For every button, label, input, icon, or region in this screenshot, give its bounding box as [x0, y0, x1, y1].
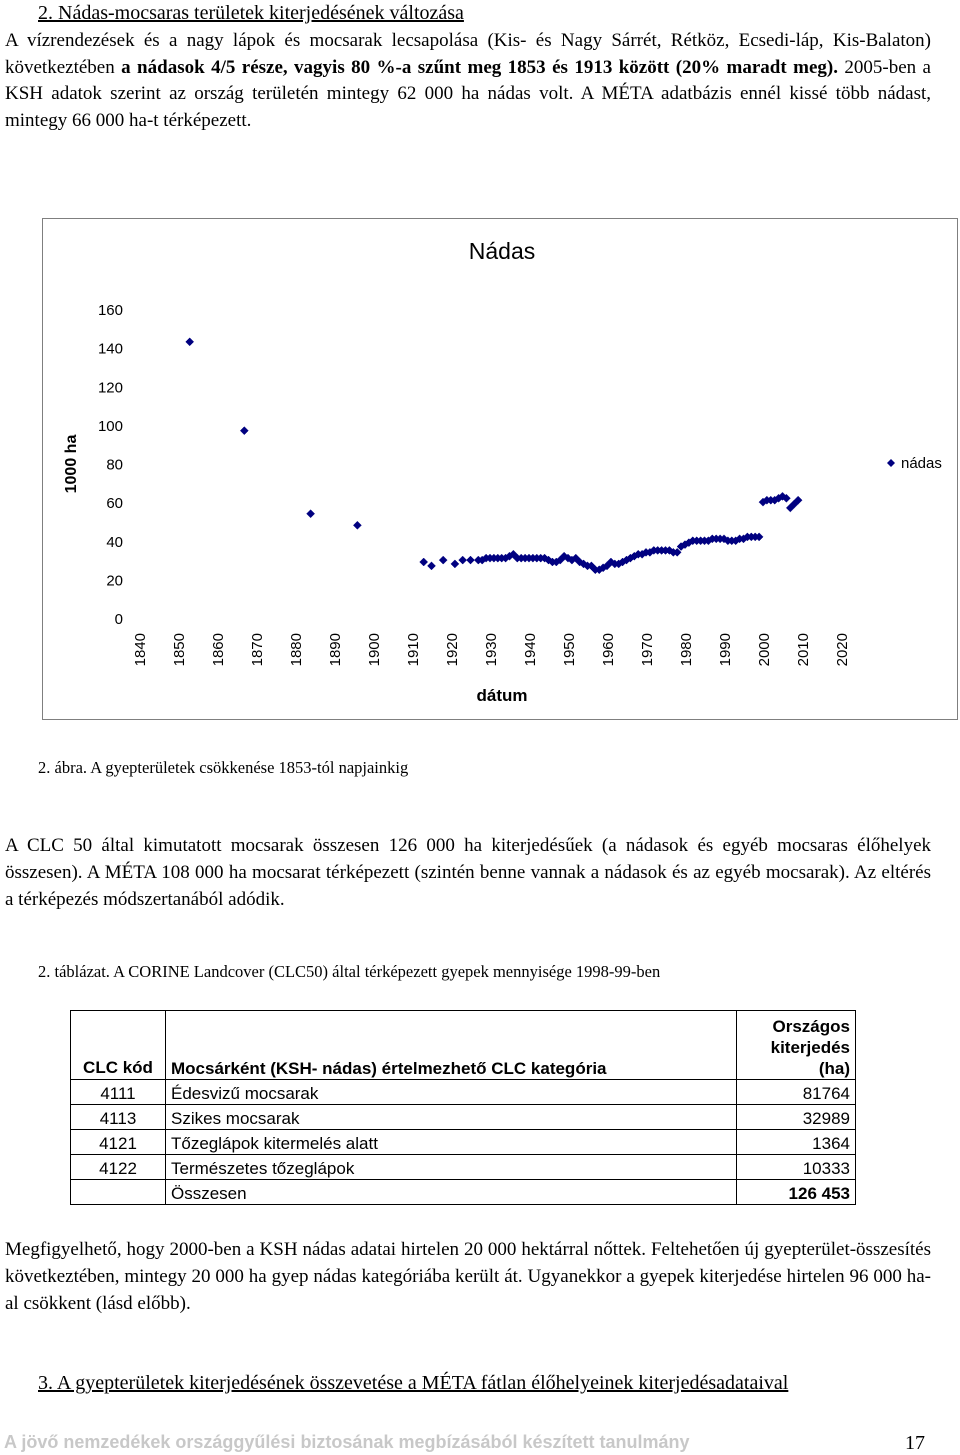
y-tick-label: 160 [97, 302, 123, 319]
x-tick-label: 1960 [600, 633, 617, 667]
cell-category: Szikes mocsarak [166, 1105, 737, 1130]
x-tick-label: 1940 [522, 633, 539, 667]
x-tick-label: 1850 [171, 633, 188, 667]
header-category: Mocsárként (KSH- nádas) értelmezhető CLC kategória [166, 1011, 737, 1080]
cell-code [71, 1180, 166, 1205]
intro-text-2: 2005-ben a KSH adatok szerint az ország területén mintegy 62 000 ha nádas volt. A MÉTA adatbázis ennél kissé több nádast, mintegy 66 000 ha-t térképezett. [5, 56, 931, 131]
data-point [353, 521, 361, 529]
legend-label: nádas [901, 455, 942, 472]
x-tick-label: 2010 [795, 633, 812, 667]
header-area: Országos kiterjedés (ha) [737, 1011, 856, 1080]
cell-area: 32989 [737, 1105, 856, 1130]
cell-area: 81764 [737, 1080, 856, 1105]
data-point [420, 558, 428, 566]
x-tick-label: 2000 [756, 633, 773, 667]
cell-total-label: Összesen [166, 1180, 737, 1205]
data-point [459, 556, 467, 564]
table-total-row [71, 1180, 856, 1205]
cell-code: 4122 [71, 1155, 166, 1180]
x-tick-label: 1880 [288, 633, 305, 667]
intro-text-bold: a nádasok 4/5 része, vagyis 80 %-a szűnt meg 1853 és 1913 között (20% maradt meg). [121, 56, 838, 78]
data-point [428, 562, 436, 570]
table-header-row [71, 1011, 856, 1080]
x-tick-label: 2020 [834, 633, 851, 667]
x-tick-label: 1860 [210, 633, 227, 667]
y-tick-label: 0 [114, 611, 123, 628]
x-tick-label: 1950 [561, 633, 578, 667]
x-tick-label: 1870 [249, 633, 266, 667]
intro-paragraph [5, 28, 931, 134]
data-point [467, 556, 475, 564]
x-tick-label: 1990 [717, 633, 734, 667]
x-tick-label: 1970 [639, 633, 656, 667]
x-tick-label: 1910 [405, 633, 422, 667]
header-clc-code: CLC kód [71, 1011, 166, 1080]
section3-title: 3. A gyepterületek kiterjedésének összevetése a MÉTA fátlan élőhelyeinek kiterjedésadataival [38, 1372, 789, 1394]
x-tick-label: 1840 [132, 633, 149, 667]
y-tick-label: 40 [106, 533, 123, 551]
x-tick-label: 1930 [483, 633, 500, 667]
cell-code: 4111 [71, 1080, 166, 1105]
data-point [240, 427, 248, 435]
intro-text-1: A vízrendezések és a nagy lápok és mocsarak lecsapolása (Kis- és Nagy Sárrét, Rétköz, Ecsedi-láp, Kis-Balaton) következtében [5, 30, 931, 78]
x-axis-label: dátum [476, 686, 528, 705]
y-tick-label: 100 [97, 417, 123, 435]
data-point [307, 510, 315, 518]
y-tick-label: 20 [106, 572, 123, 590]
data-point [439, 556, 447, 564]
x-tick-label: 1890 [327, 633, 344, 667]
page-number: 17 [905, 1432, 925, 1454]
cell-area: 1364 [737, 1130, 856, 1155]
y-tick-label: 80 [106, 456, 123, 474]
footer-text: A jövő nemzedékek országgyűlési biztosának megbízásából készített tanulmány [4, 1432, 690, 1452]
chart-frame [42, 218, 958, 720]
data-point [186, 338, 194, 346]
table-row [71, 1080, 856, 1105]
y-tick-label: 120 [97, 379, 123, 397]
cell-code: 4113 [71, 1105, 166, 1130]
cell-area: 10333 [737, 1155, 856, 1180]
cell-total-area: 126 453 [737, 1180, 856, 1205]
x-tick-label: 1980 [678, 633, 695, 667]
y-tick-label: 60 [106, 495, 123, 513]
x-tick-label: 1900 [366, 633, 383, 667]
cell-category: Édesvizű mocsarak [166, 1080, 737, 1105]
cell-code: 4121 [71, 1130, 166, 1155]
y-axis-label: 1000 ha [63, 434, 80, 494]
section-title: 2. Nádas-mocsaras területek kiterjedésének változása [38, 2, 464, 24]
y-tick-label: 140 [97, 340, 123, 358]
cell-category: Tőzeglápok kitermelés alatt [166, 1130, 737, 1155]
ksh-paragraph: Megfigyelhető, hogy 2000-ben a KSH nádas adatai hirtelen 20 000 hektárral nőttek. Feltehetően új gyepterület-összesítés következtében, mintegy 20 000 ha gyep nádas kategóriába került át. Ugyanekkor a gyepek kiterjedése hirtelen 96 000 ha-al csökkent (lásd előbb). [5, 1239, 931, 1314]
figure-caption: 2. ábra. A gyepterületek csökkenése 1853-tól napjainkig [38, 758, 409, 777]
cell-category: Természetes tőzeglápok [166, 1155, 737, 1180]
table-row [71, 1155, 856, 1180]
table-row [71, 1130, 856, 1155]
table-caption: 2. táblázat. A CORINE Landcover (CLC50) által térképezett gyepek mennyisége 1998-99-ben [38, 962, 661, 981]
x-tick-label: 1920 [444, 633, 461, 667]
legend-marker [887, 459, 895, 467]
table-row [71, 1105, 856, 1130]
clc-table [70, 1010, 856, 1205]
chart-title: Nádas [468, 238, 536, 264]
data-point [451, 560, 459, 568]
nadas-scatter-chart [43, 219, 957, 719]
clc-paragraph: A CLC 50 által kimutatott mocsarak összesen 126 000 ha kiterjedésűek (a nádasok és egyéb mocsaras élőhelyek összesen). A MÉTA 108 000 ha mocsarat térképezett (szintén benne vannak a nádasok és az egyéb mocsarak). Az eltérés a térképezés módszertanából adódik. [5, 835, 931, 910]
